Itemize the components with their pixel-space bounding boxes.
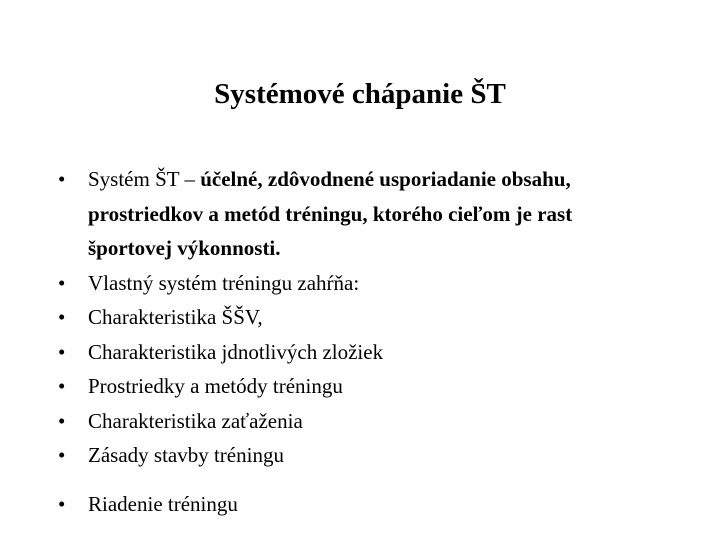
definition-text: účelné, zdôvodnené usporiadanie obsahu, prostriedkov a metód tréningu, ktorého cieľom je rast športovej výkonnosti. (88, 167, 573, 260)
list-item-text: Charakteristika ŠŠV, (88, 305, 263, 329)
list-item (58, 438, 658, 473)
list-spacer (58, 473, 658, 487)
bullet-icon: • (58, 408, 66, 433)
bullet-icon: • (58, 443, 66, 467)
bullet-icon: • (58, 491, 66, 516)
list-item (58, 487, 658, 522)
list-item (58, 369, 658, 404)
list-item-text: Prostriedky a metódy tréningu (88, 374, 343, 398)
definition-prefix: Systém ŠT – (88, 167, 201, 191)
list-item (58, 335, 658, 370)
list-item-text: Vlastný systém tréningu zahŕňa: (88, 270, 360, 295)
bullet-icon: • (58, 305, 66, 329)
slide-title: Systémové chápanie ŠT (214, 78, 506, 110)
list-item (58, 266, 658, 301)
bullet-icon: • (58, 167, 66, 191)
bullet-icon: • (58, 339, 66, 364)
list-item-text: Riadenie tréningu (88, 491, 238, 516)
bullet-icon: • (58, 374, 66, 398)
list-item-text: Zásady stavby tréningu (88, 443, 284, 467)
list-item (58, 300, 658, 335)
list-item-text: Charakteristika jdnotlivých zložiek (88, 339, 384, 364)
list-item (58, 162, 658, 266)
list-item-text: Charakteristika zaťaženia (88, 408, 303, 433)
list-item (58, 404, 658, 439)
bullet-list (58, 162, 658, 521)
bullet-icon: • (58, 270, 66, 295)
list-item-text (88, 162, 658, 266)
